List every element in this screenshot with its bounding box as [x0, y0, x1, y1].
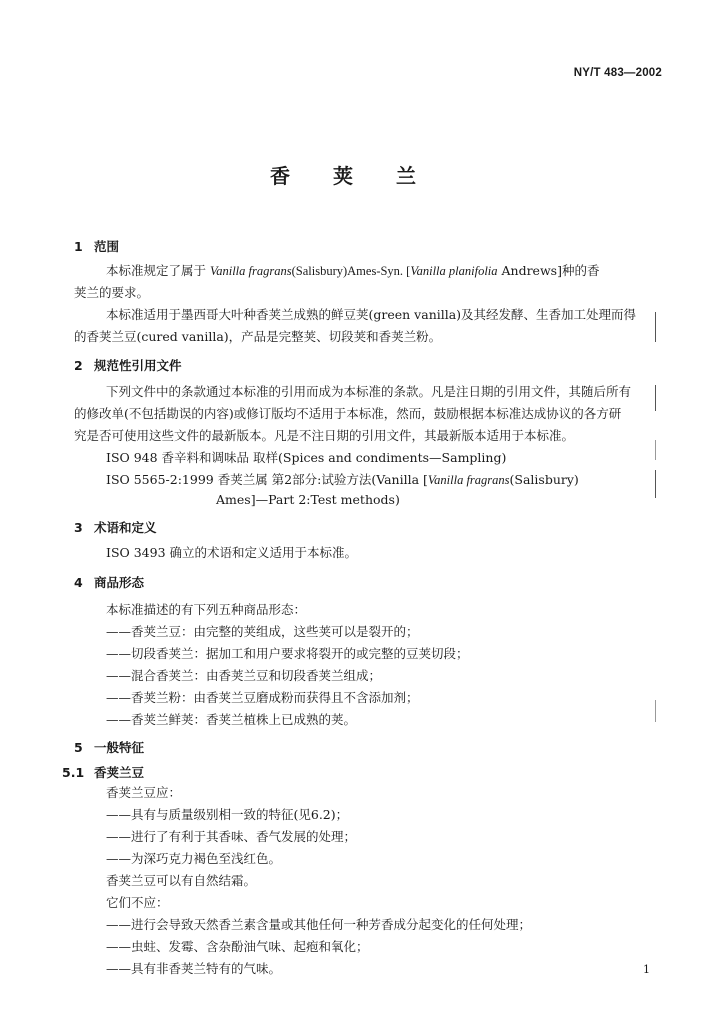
- genus-name: Vanilla fragrans: [427, 473, 510, 487]
- section-title: 商品形态: [94, 575, 145, 590]
- page-number: 1: [643, 963, 650, 976]
- section-2-heading: [74, 356, 182, 374]
- standard-number: NY/T 483—2002: [573, 67, 662, 79]
- paragraph: 下列文件中的条款通过本标准的引用而成为本标准的条款。凡是注日期的引用文件，其随后所有: [106, 384, 632, 399]
- paragraph-line: 究是否可使用这些文件的最新版本。凡是不注日期的引用文件，其最新版本适用于本标准。: [74, 428, 575, 443]
- paragraph: 它们不应：: [106, 895, 169, 910]
- subsection-number: 5.1: [62, 765, 85, 780]
- scan-margin-mark: [655, 470, 656, 498]
- section-1-heading: [74, 237, 119, 255]
- paragraph: 本标准描述的有下列五种商品形态：: [106, 602, 307, 617]
- section-number: 1: [74, 239, 83, 254]
- section-title: 一般特征: [94, 740, 145, 755]
- scan-margin-mark: [655, 312, 656, 342]
- list-item: ——虫蛀、发霉、含杂酚油气味、起疱和氧化；: [106, 939, 369, 954]
- text-run: (Salisbury): [509, 472, 579, 487]
- text-run: (Salisbury)Ames-Syn. [: [291, 264, 411, 278]
- list-item: ——香荚兰鲜荚：香荚兰植株上已成熟的荚。: [106, 712, 357, 727]
- subsection-title: 香荚兰豆: [94, 765, 145, 780]
- list-item: ——具有非香荚兰特有的气味。: [106, 961, 282, 976]
- scan-margin-mark: [655, 385, 656, 411]
- genus-name: Vanilla planifolia: [410, 264, 498, 278]
- paragraph: 本标准适用于墨西哥大叶种香荚兰成熟的鲜豆荚(green vanilla)及其经发酵、生香加工处理而得: [106, 307, 637, 322]
- section-title: 范围: [94, 239, 120, 254]
- reference-continuation: Ames]—Part 2:Test methods): [216, 492, 400, 507]
- section-4-heading: [74, 573, 144, 591]
- section-3-heading: [74, 518, 157, 536]
- list-item: ——香荚兰粉：由香荚兰豆磨成粉而获得且不含添加剂；: [106, 690, 419, 705]
- subsection-5-1-heading: [62, 763, 144, 781]
- section-5-heading: [74, 738, 144, 756]
- list-item: ——为深巧克力褐色至浅红色。: [106, 851, 282, 866]
- genus-name: Vanilla fragrans: [209, 264, 292, 278]
- section-number: 3: [74, 520, 83, 535]
- text-run: 本标准规定了属于: [106, 263, 210, 278]
- section-title: 术语和定义: [94, 520, 157, 535]
- section-title: 规范性引用文件: [94, 358, 182, 373]
- list-item: ——进行了有利于其香味、香气发展的处理；: [106, 829, 357, 844]
- paragraph-line: 的香荚兰豆(cured vanilla)，产品是完整荚、切段荚和香荚兰粉。: [74, 329, 442, 344]
- paragraph: 香荚兰豆可以有自然结霜。: [106, 873, 257, 888]
- list-item: ——具有与质量级别相一致的特征(见6.2)；: [106, 807, 349, 822]
- paragraph-line: 的修改单(不包括勘误的内容)或修订版均不适用于本标准，然而，鼓励根据本标准达成协议的各方研: [74, 406, 622, 421]
- section-number: 5: [74, 740, 83, 755]
- text-run: ISO 5565-2:1999 香荚兰属 第2部分:试验方法(Vanilla [: [106, 472, 428, 487]
- list-item: ——切段香荚兰：据加工和用户要求将裂开的或完整的豆荚切段；: [106, 646, 469, 661]
- scan-margin-mark: [655, 700, 656, 722]
- text-run: Andrews]种的香: [497, 263, 600, 278]
- paragraph-line: 荚兰的要求。: [74, 285, 150, 300]
- section-number: 2: [74, 358, 83, 373]
- list-item: ——进行会导致天然香兰素含量或其他任何一种芳香成分起变化的任何处理；: [106, 917, 532, 932]
- reference-iso-948: ISO 948 香辛料和调味品 取样(Spices and condiments—Sampling): [106, 450, 507, 465]
- document-title: 香 荚 兰: [270, 164, 434, 188]
- paragraph: [106, 261, 599, 281]
- list-item: ——混合香荚兰：由香荚兰豆和切段香荚兰组成；: [106, 668, 382, 683]
- paragraph: ISO 3493 确立的术语和定义适用于本标准。: [106, 545, 358, 560]
- section-number: 4: [74, 575, 83, 590]
- list-item: ——香荚兰豆：由完整的荚组成，这些荚可以是裂开的；: [106, 624, 419, 639]
- reference-iso-5565: [106, 470, 579, 490]
- scan-margin-mark: [655, 440, 656, 460]
- paragraph: 香荚兰豆应：: [106, 785, 182, 800]
